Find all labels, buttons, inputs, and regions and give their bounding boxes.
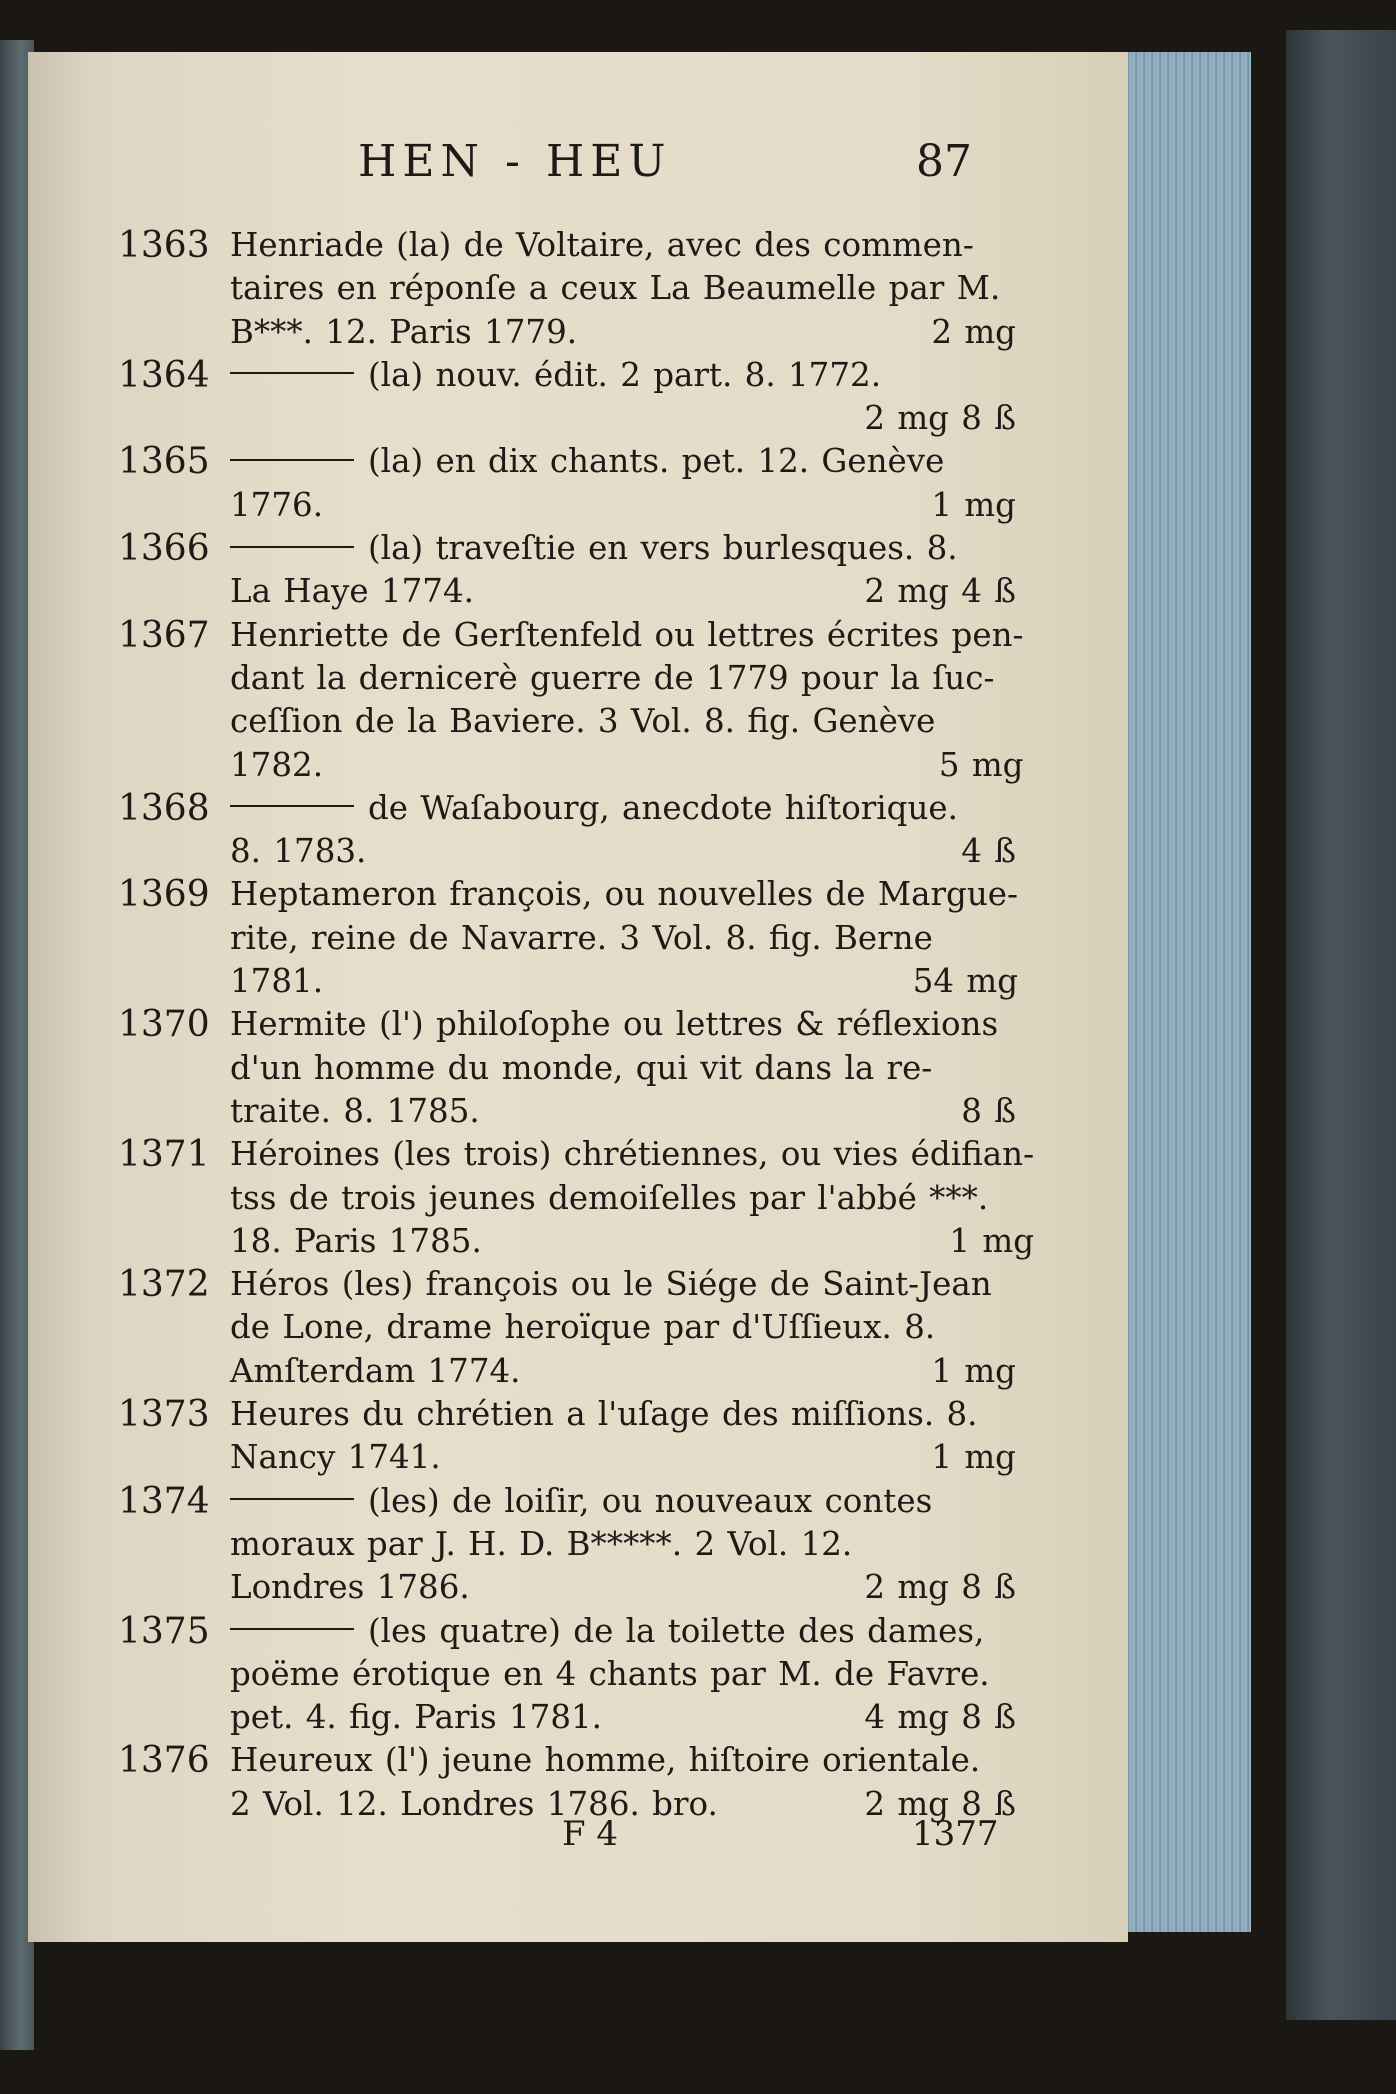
entry-line — [230, 830, 1016, 873]
catalog-entry — [118, 440, 1016, 527]
entry-line — [230, 1610, 1016, 1653]
entry-number: 1374 — [118, 1480, 210, 1522]
entry-text: (les quatre) de la toilette des dames, — [368, 1611, 985, 1650]
entry-body — [230, 527, 1016, 614]
catalog-entry — [118, 614, 1024, 787]
entry-line — [230, 1393, 1016, 1436]
entry-text: (la) nouv. édit. 2 part. 8. 1772. — [368, 355, 882, 394]
entry-number: 1370 — [118, 1004, 210, 1046]
entry-price: 2 mg 8 ß — [864, 1784, 1016, 1823]
entry-price: 2 mg 8 ß — [864, 1568, 1016, 1607]
entry-line — [230, 1523, 1016, 1566]
entry-text-wrap — [230, 1263, 992, 1306]
entry-text-wrap — [230, 224, 974, 267]
entry-price: 1 mg — [931, 485, 1016, 524]
entry-text-wrap — [230, 960, 323, 1003]
entry-price: 2 mg — [931, 312, 1016, 351]
catalog-entry — [118, 1610, 1016, 1740]
entry-text: Hermite (l') philoſophe ou lettres & réflexions — [230, 1005, 999, 1044]
entry-line — [230, 1177, 1034, 1220]
entry-text-wrap — [230, 744, 323, 787]
entry-body — [230, 1739, 1016, 1826]
entry-price: 8 ß — [961, 1091, 1016, 1130]
entry-number: 1363 — [118, 225, 210, 266]
entry-text-wrap — [230, 917, 933, 960]
entry-text-wrap — [230, 1393, 978, 1436]
entry-text-wrap — [230, 570, 474, 613]
entry-line — [230, 657, 1023, 700]
catalog-entry — [118, 1480, 1016, 1610]
entry-text-wrap — [230, 1610, 984, 1653]
entry-line — [230, 787, 1016, 830]
entry-text: Amſterdam 1774. — [230, 1351, 521, 1390]
entry-text: moraux par J. H. D. B*****. 2 Vol. 12. — [230, 1524, 853, 1563]
entry-price: 4 ß — [961, 832, 1016, 871]
ditto-dash — [230, 459, 354, 461]
entry-line — [230, 873, 1018, 916]
entry-line — [230, 1783, 1016, 1826]
entry-line — [230, 311, 1016, 354]
entry-body — [230, 1003, 1016, 1133]
entry-line — [230, 1696, 1016, 1739]
entry-body — [230, 1263, 1016, 1393]
entry-text: de Waſabourg, anecdote hiſtorique. — [368, 788, 958, 827]
entry-number: 1367 — [118, 614, 210, 656]
catchword: 1377 — [912, 1814, 999, 1854]
ditto-dash — [230, 805, 354, 807]
entry-text: tss de trois jeunes demoiſelles par l'abbé ***. — [230, 1178, 989, 1217]
entry-price: 2 mg 8 ß — [864, 399, 1016, 438]
entry-number: 1365 — [118, 441, 210, 483]
entry-line — [230, 224, 1016, 267]
entry-text: 1776. — [230, 485, 324, 524]
entry-body — [230, 224, 1016, 354]
entry-text: 2 Vol. 12. Londres 1786. bro. — [230, 1784, 718, 1823]
catalog-entry — [118, 527, 1016, 614]
entry-text-wrap — [230, 1696, 602, 1739]
entry-body — [230, 787, 1016, 874]
entry-body — [230, 1133, 1034, 1263]
entry-text-wrap — [230, 1133, 1034, 1176]
entry-text: (les) de loiſir, ou nouveaux contes — [368, 1481, 933, 1520]
entry-line — [230, 1047, 1016, 1090]
entry-line — [230, 1350, 1016, 1393]
entry-text-wrap — [230, 354, 881, 397]
catalog-entry — [118, 787, 1016, 874]
entry-text-wrap — [230, 1090, 480, 1133]
entry-number: 1376 — [118, 1740, 210, 1782]
entry-text-wrap — [230, 311, 577, 354]
ditto-dash — [230, 372, 354, 374]
entry-line — [230, 1263, 1016, 1306]
entry-text: 1781. — [230, 962, 324, 1001]
entry-text: Héros (les) françois ou le Siége de Saint-Jean — [230, 1265, 992, 1304]
entry-text-wrap — [230, 1220, 482, 1263]
entry-text-wrap — [230, 700, 935, 743]
entry-text: rite, reine de Navarre. 3 Vol. 8. fig. Berne — [230, 918, 933, 957]
entry-price: 2 mg 4 ß — [864, 572, 1016, 611]
entry-body — [230, 354, 1016, 441]
entry-text-wrap — [230, 1436, 441, 1479]
entry-body — [230, 1480, 1016, 1610]
entry-number: 1366 — [118, 528, 210, 570]
entry-text: 18. Paris 1785. — [230, 1221, 482, 1260]
entry-number: 1368 — [118, 787, 210, 829]
entry-number: 1371 — [118, 1134, 210, 1176]
entry-text-wrap — [230, 1350, 521, 1393]
page-edges — [1120, 52, 1251, 1932]
entry-text: (la) traveſtie en vers burlesques. 8. — [368, 529, 958, 568]
entry-text-wrap — [230, 1783, 718, 1826]
entry-line — [230, 700, 1023, 743]
catalog-entry — [118, 1003, 1016, 1133]
entry-line — [230, 614, 1023, 657]
entry-price: 1 mg — [931, 1438, 1016, 1477]
entry-number: 1369 — [118, 874, 210, 916]
entry-line — [230, 960, 1018, 1003]
entry-text-wrap — [230, 1047, 932, 1090]
catalog-entries — [118, 224, 1035, 1826]
entry-line — [230, 1306, 1016, 1349]
entry-line — [230, 1003, 1016, 1046]
entry-text: Héroines (les trois) chrétiennes, ou vies édifian- — [230, 1135, 1035, 1174]
entry-text: ceſſion de la Baviere. 3 Vol. 8. fig. Genève — [230, 702, 936, 741]
entry-text: Nancy 1741. — [230, 1438, 441, 1477]
entry-text: Henriade (la) de Voltaire, avec des commen- — [230, 226, 974, 264]
catalog-entry — [118, 1133, 1035, 1263]
entry-text: d'un homme du monde, qui vit dans la re- — [230, 1048, 933, 1087]
entry-line — [230, 744, 1023, 787]
entry-line — [230, 1133, 1034, 1176]
entry-line — [230, 917, 1018, 960]
running-head: HEN - HEU — [358, 136, 672, 187]
page-number: 87 — [916, 136, 972, 187]
entry-text: Heptameron françois, ou nouvelles de Margue- — [230, 875, 1019, 914]
entry-line — [230, 1653, 1016, 1696]
entry-price: 4 mg 8 ß — [864, 1698, 1016, 1737]
catalog-entry — [118, 1263, 1016, 1393]
entry-text-wrap — [230, 527, 958, 570]
entry-text-wrap — [230, 657, 994, 700]
entry-line — [230, 1090, 1016, 1133]
entry-text: taires en réponſe a ceux La Beaumelle par M. — [230, 269, 1001, 308]
entry-line — [230, 354, 1016, 397]
entry-text: 8. 1783. — [230, 832, 367, 871]
entry-text-wrap — [230, 614, 1023, 657]
entry-body — [230, 440, 1016, 527]
catalog-entry — [118, 1739, 1016, 1826]
entry-number: 1372 — [118, 1264, 210, 1306]
entry-text-wrap — [230, 1177, 988, 1220]
catalog-entry — [118, 873, 1019, 1003]
entry-text-wrap — [230, 1003, 998, 1046]
entry-number: 1373 — [118, 1394, 210, 1436]
entry-text-wrap — [230, 873, 1018, 916]
entry-number: 1375 — [118, 1610, 210, 1652]
entry-line — [230, 440, 1016, 483]
entry-line — [230, 267, 1016, 310]
entry-text: traite. 8. 1785. — [230, 1091, 480, 1130]
entry-text-wrap — [230, 1480, 932, 1523]
entry-body — [230, 1610, 1016, 1740]
entry-text-wrap — [230, 1566, 470, 1609]
entry-text: Henriette de Gerſtenfeld ou lettres écrites pen- — [230, 615, 1024, 654]
entry-text-wrap — [230, 787, 958, 830]
entry-price: 5 mg — [938, 745, 1024, 784]
entry-text-wrap — [230, 267, 1000, 310]
entry-text-wrap — [230, 484, 323, 527]
ditto-dash — [230, 1628, 354, 1630]
entry-line — [230, 1739, 1016, 1782]
entry-body — [230, 614, 1023, 787]
catalog-page — [28, 52, 1128, 1942]
entry-line — [230, 1220, 1034, 1263]
ditto-dash — [230, 546, 354, 548]
entry-text: poëme érotique en 4 chants par M. de Favre. — [230, 1654, 990, 1693]
entry-text: B***. 12. Paris 1779. — [230, 312, 578, 351]
entry-body — [230, 873, 1018, 1003]
entry-text-wrap — [230, 1653, 990, 1696]
ditto-dash — [230, 1498, 354, 1500]
entry-body — [230, 1393, 1016, 1480]
entry-text: Heureux (l') jeune homme, hiſtoire orientale. — [230, 1741, 981, 1780]
printer-signature: F 4 — [562, 1814, 619, 1854]
entry-text: Londres 1786. — [230, 1568, 470, 1607]
catalog-entry — [118, 354, 1016, 441]
entry-text-wrap — [230, 440, 944, 483]
entry-text-wrap — [230, 1523, 852, 1566]
entry-text: pet. 4. fig. Paris 1781. — [230, 1698, 603, 1737]
entry-text-wrap — [230, 830, 366, 873]
entry-text: Heures du chrétien a l'uſage des miſſions. 8. — [230, 1395, 978, 1434]
entry-line — [230, 1436, 1016, 1479]
entry-text: 1782. — [230, 745, 324, 784]
entry-text: dant la dernicerè guerre de 1779 pour la ſuc- — [230, 658, 995, 697]
catalog-entry — [118, 224, 1016, 354]
entry-text-wrap — [230, 1306, 935, 1349]
entry-line — [230, 484, 1016, 527]
entry-line — [230, 570, 1016, 613]
entry-line — [230, 527, 1016, 570]
entry-text-wrap — [230, 1739, 980, 1782]
entry-text: de Lone, drame heroïque par d'Uſſieux. 8. — [230, 1308, 936, 1347]
catalog-entry — [118, 1393, 1016, 1480]
entry-price: 1 mg — [949, 1221, 1035, 1260]
entry-line — [230, 1566, 1016, 1609]
book-cover-right — [1286, 30, 1396, 2020]
entry-text: (la) en dix chants. pet. 12. Genève — [368, 442, 945, 481]
entry-line — [230, 1480, 1016, 1523]
entry-price: 54 mg — [912, 962, 1019, 1001]
entry-number: 1364 — [118, 354, 210, 396]
entry-line — [230, 397, 1016, 440]
entry-text: La Haye 1774. — [230, 572, 474, 611]
entry-price: 1 mg — [931, 1351, 1016, 1390]
